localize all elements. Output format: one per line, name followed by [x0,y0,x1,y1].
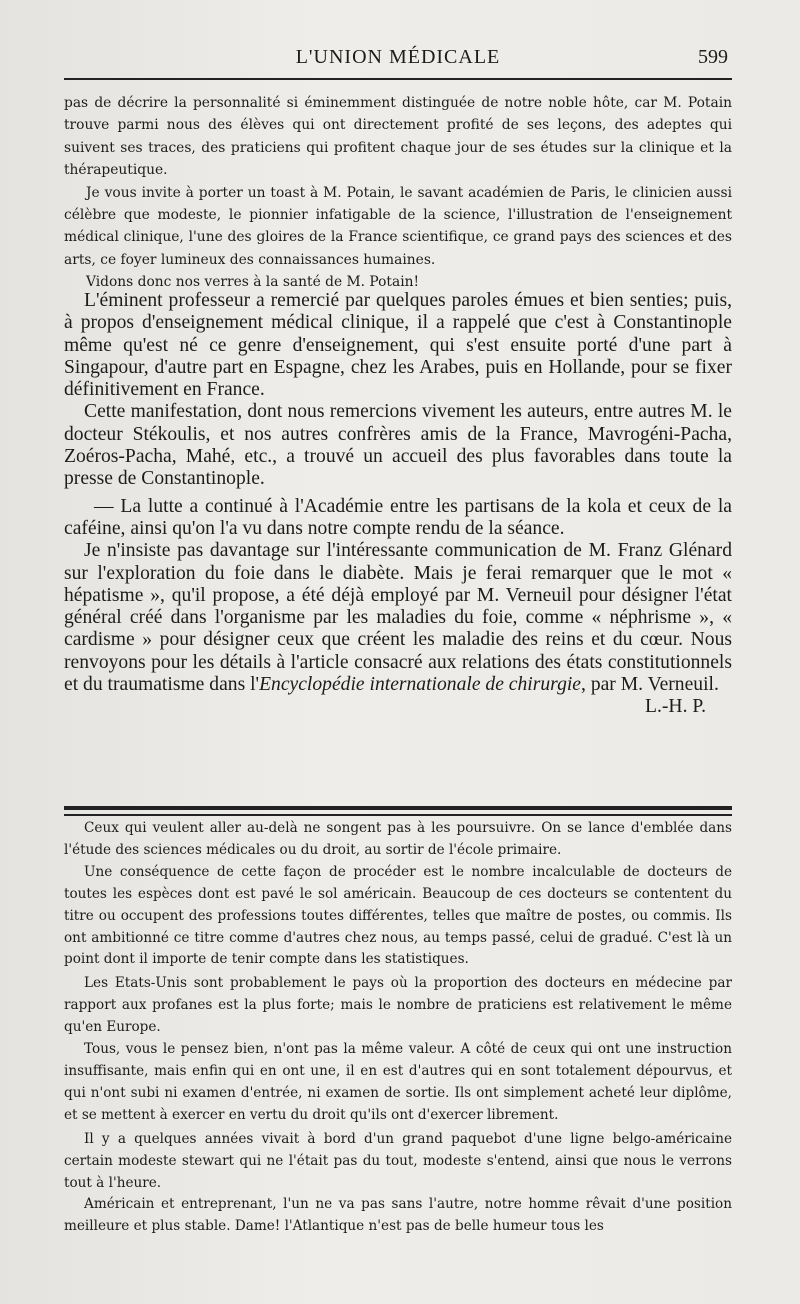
main-paragraph-text: Je n'insiste pas davantage sur l'intéressante communication de M. Franz Glénard sur l'exploration du foie dans le diabète. Mais je ferai remarquer que le mot « hépatisme », qu'il propose, a été déjà employé par M. Verneuil pour désigner l'état général créé dans l'organisme par les maladies du foie, comme « néphrisme », « cardisme » pour désigner ceux que créent les maladie des reins et du cœur. Nous renvoyons pour les détails à l'article consacré aux relations des états constitutionnels et du traumatisme dans l' [64,540,732,696]
footnote-section [64,818,732,1238]
toast-paragraph: pas de décrire la personnalité si éminemment distinguée de notre noble hôte, car M. Potain trouve parmi nous des élèves qui ont directement profité de ses leçons, des adeptes qui suivent ses traces, des praticiens qui profitent chaque jour de ses études sur la clinique et la thérapeutique. [64,95,732,179]
separator-thick-rule [64,806,732,810]
running-header [64,46,732,78]
footnote-paragraph: Une conséquence de cette façon de procéder est le nombre incalculable de docteurs de toutes les espèces dont est pavé le sol américain. Beaucoup de ces docteurs se contentent du titre ou occupent des professions toutes différentes, telles que maître de postes, ou commis. Ils ont ambitionné ce titre comme d'autres chez nous, au temps passé, celui de gradué. C'est là un point dont il importe de tenir compte dans les statistiques. [64,863,732,968]
page-number: 599 [698,46,728,68]
footnote-paragraph: Il y a quelques années vivait à bord d'un grand paquebot d'une ligne belgo-américaine certain modeste stewart qui ne l'était pas du tout, modeste s'entend, ainsi que nous le verrons tout à l'heure. [64,1130,732,1191]
main-paragraph-tail: , par M. Verneuil. [581,674,719,696]
main-paragraph: L'éminent professeur a remercié par quelques paroles émues et bien senties; puis, à propos d'enseignement médical clinique, il a rappelé que c'est à Constantinople même qu'est né ce genre d'enseignement, qui s'est ensuite porté d'une part à Singapour, d'autre part en Espagne, chez les Arabes, puis en Hollande, pour se fixer définitivement en France. [64,290,732,401]
journal-title: L'UNION MÉDICALE [295,46,501,68]
main-paragraph-hepatisme [64,540,732,696]
footnote-paragraph: Tous, vous le pensez bien, n'ont pas la même valeur. A côté de ceux qui ont une instruction insuffisante, mais enfin qui en ont une, il en est d'autres qui en sont totalement dépourvus, et qui n'ont subi ni examen d'entrée, ni examen de sortie. Ils ont simplement acheté leur diplôme, et se mettent à exercer en vertu du droit qu'ils ont d'exercer librement. [64,1041,732,1123]
footnote-paragraph: Américain et entreprenant, l'un ne va pas sans l'autre, notre homme rêvait d'une position meilleure et plus stable. Dame! l'Atlantique n'est pas de belle humeur tous les [64,1196,732,1235]
italic-work-title: Encyclopédie internationale de chirurgie [259,674,582,696]
main-text-section [64,290,732,719]
main-paragraph: Cette manifestation, dont nous remercions vivement les auteurs, entre autres M. le docteur Stékoulis, et nos autres confrères amis de la France, Mavrogéni-Pacha, Zoéros-Pacha, Mahé, etc., a trouvé un accueil des plus favorables dans toute la presse de Constantinople. [64,401,732,490]
footnote-paragraph: Les Etats-Unis sont probablement le pays où la proportion des docteurs en médecine par rapport aux profanes est la plus forte; mais le nombre de praticiens est relativement le même qu'en Europe. [64,975,732,1036]
toast-paragraph: Vidons donc nos verres à la santé de M. Potain! [86,274,420,291]
separator-thin-rule [64,814,732,816]
toast-paragraph: Je vous invite à porter un toast à M. Potain, le savant académien de Paris, le clinicien aussi célèbre que modeste, le pionnier infatigable de la science, l'illustration de l'enseignement médical clinique, l'une des gloires de la France scientifique, ce grand pays des sciences et des arts, ce foyer lumineux des connaissances humaines. [64,184,732,268]
main-paragraph: — La lutte a continué à l'Académie entre les partisans de la kola et ceux de la caféine, ainsi qu'on l'a vu dans notre compte rendu de la séance. [64,495,732,539]
header-rule [64,78,732,80]
toast-section [64,92,732,294]
author-signature: L.-H. P. [645,696,706,718]
footnote-paragraph: Ceux qui veulent aller au-delà ne songent pas à les poursuivre. On se lance d'emblée dans l'étude des sciences médicales ou du droit, au sortir de l'école primaire. [64,820,732,858]
